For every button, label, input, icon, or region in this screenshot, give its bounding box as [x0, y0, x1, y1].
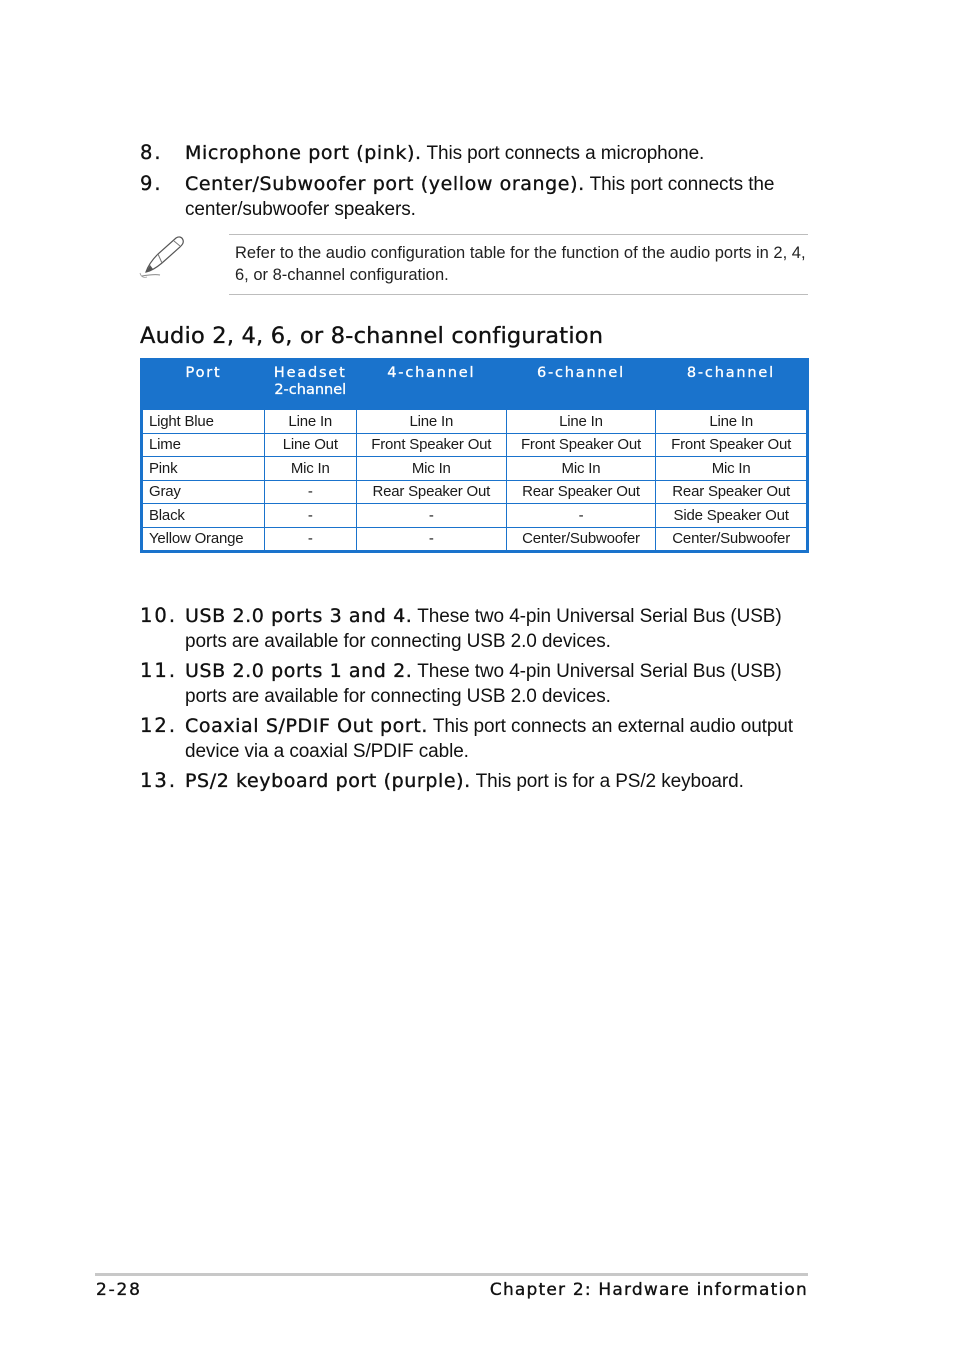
item-description: These two 4-pin Universal Serial Bus (USB) ports are available for connecting USB 2.0 devices. — [185, 661, 782, 707]
cell: - — [264, 504, 356, 528]
cell: Line Out — [264, 433, 356, 457]
item-number: 11. — [140, 659, 178, 682]
cell: Front Speaker Out — [506, 433, 656, 457]
table-row — [142, 433, 808, 457]
item-description: These two 4-pin Universal Serial Bus (USB) ports are available for connecting USB 2.0 devices. — [185, 606, 782, 652]
table-header-row — [142, 360, 808, 410]
cell: Mic In — [264, 457, 356, 481]
cell: Front Speaker Out — [356, 433, 506, 457]
item-heading: Microphone port (pink). — [185, 142, 422, 164]
item-description: This port connects an external audio output device via a coaxial S/PDIF cable. — [185, 716, 793, 762]
header-6-channel: 6-channel — [506, 360, 656, 410]
item-number: 13. — [140, 769, 178, 792]
item-number: 12. — [140, 714, 178, 737]
cell: Line In — [356, 410, 506, 434]
item-heading: Coaxial S/PDIF Out port. — [185, 715, 429, 737]
table-row — [142, 457, 808, 481]
cell-port: Pink — [142, 457, 265, 481]
cell-port: Gray — [142, 480, 265, 504]
note-box — [229, 234, 808, 295]
item-description: This port is for a PS/2 keyboard. — [470, 771, 744, 792]
item-number: 9. — [140, 172, 163, 195]
cell-port: Yellow Orange — [142, 527, 265, 552]
cell: Rear Speaker Out — [506, 480, 656, 504]
cell: Mic In — [656, 457, 808, 481]
list-item-12 — [140, 714, 820, 764]
cell-port: Lime — [142, 433, 265, 457]
cell: - — [264, 480, 356, 504]
cell: - — [356, 504, 506, 528]
cell: Front Speaker Out — [656, 433, 808, 457]
list-item-13 — [140, 769, 820, 794]
cell: Center/Subwoofer — [506, 527, 656, 552]
item-number: 10. — [140, 604, 178, 627]
cell: Rear Speaker Out — [356, 480, 506, 504]
header-port: Port — [142, 360, 265, 410]
cell: Line In — [264, 410, 356, 434]
header-headset — [264, 360, 356, 410]
list-item-10 — [140, 604, 820, 654]
cell: Line In — [656, 410, 808, 434]
header-8-channel: 8-channel — [656, 360, 808, 410]
cell: Rear Speaker Out — [656, 480, 808, 504]
chapter-title: Chapter 2: Hardware information — [489, 1280, 808, 1300]
cell: Side Speaker Out — [656, 504, 808, 528]
item-number: 8. — [140, 141, 163, 164]
cell: - — [264, 527, 356, 552]
cell: - — [506, 504, 656, 528]
table-row — [142, 504, 808, 528]
cell: Mic In — [356, 457, 506, 481]
cell: Line In — [506, 410, 656, 434]
footer-rule — [95, 1273, 808, 1276]
note-text: Refer to the audio configuration table for the function of the audio ports in 2, 4, 6, or 8-channel configuration. — [235, 244, 806, 284]
cell-port: Black — [142, 504, 265, 528]
table-row — [142, 410, 808, 434]
item-heading: USB 2.0 ports 3 and 4. — [185, 605, 413, 627]
cell-port: Light Blue — [142, 410, 265, 434]
audio-config-table — [140, 358, 809, 553]
list-item-11 — [140, 659, 820, 709]
cell: Center/Subwoofer — [656, 527, 808, 552]
header-4-channel: 4-channel — [356, 360, 506, 410]
item-heading: USB 2.0 ports 1 and 2. — [185, 660, 413, 682]
item-heading: PS/2 keyboard port (purple). — [185, 770, 471, 792]
cell: - — [356, 527, 506, 552]
list-item-8 — [140, 141, 820, 166]
page-number: 2-28 — [96, 1280, 142, 1300]
header-headset-line1: Headset — [273, 365, 347, 381]
section-title: Audio 2, 4, 6, or 8-channel configuration — [140, 323, 604, 349]
table-row — [142, 480, 808, 504]
item-description: This port connects a microphone. — [421, 143, 705, 164]
pencil-note-icon — [138, 232, 188, 280]
item-description: This port connects the center/subwoofer speakers. — [185, 174, 775, 220]
header-headset-line2: 2-channel — [274, 382, 347, 398]
list-item-9 — [140, 172, 820, 222]
cell: Mic In — [506, 457, 656, 481]
table-row — [142, 527, 808, 552]
item-heading: Center/Subwoofer port (yellow orange). — [185, 173, 585, 195]
